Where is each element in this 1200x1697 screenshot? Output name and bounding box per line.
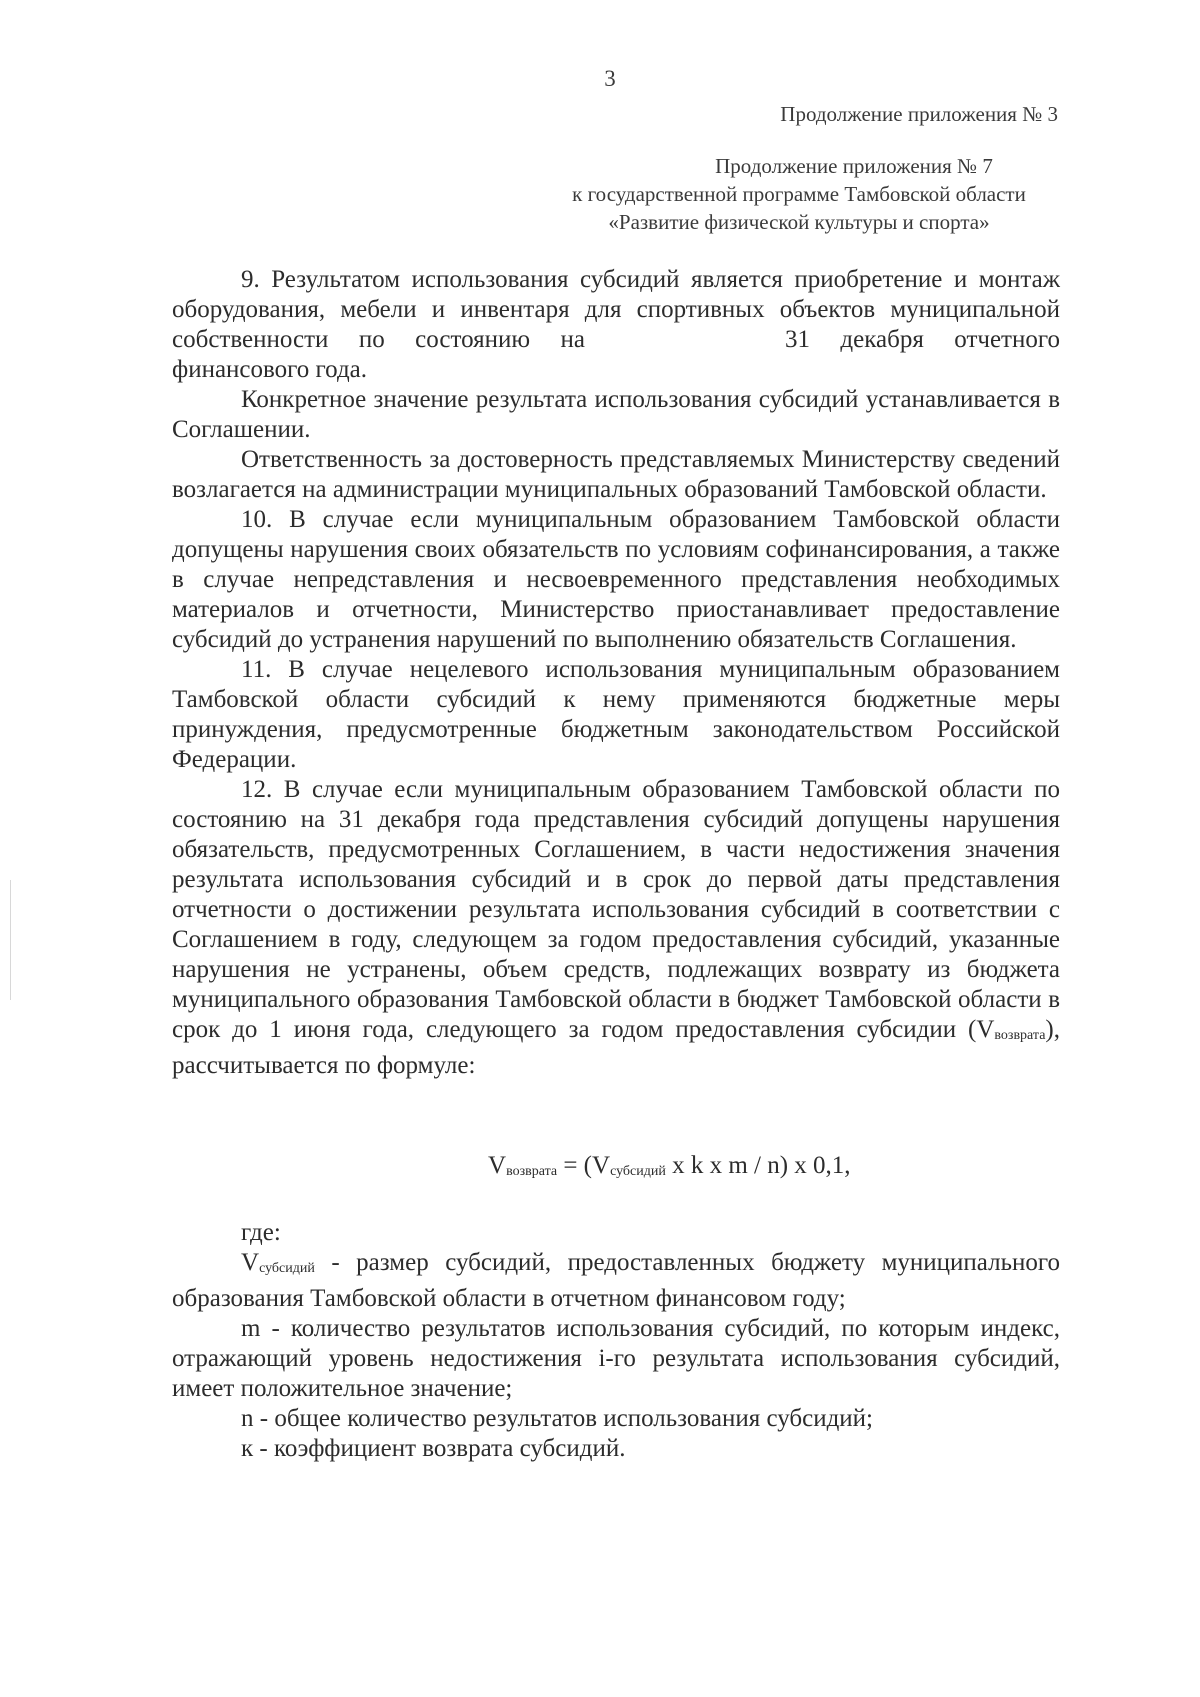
definition-v-subsidy [172, 1248, 1060, 1314]
definition-where: где: [241, 1219, 281, 1246]
paragraph-12-subscript: возврата [994, 1028, 1046, 1043]
header-program-title: «Развитие физической культуры и спорта» [608, 210, 990, 234]
document-body [172, 265, 1060, 1081]
formula-rest: x k x m / n) x 0,1, [665, 1152, 851, 1179]
paragraph-10: 10. В случае если муниципальным образованием Тамбовской области допущены нарушения своих обязательств по условиям софинансирования, а также в случае непредставления и несвоевременного представления необходимых материалов и отчетности, Министерство приостанавливает предоставление субсидий до устранения нарушений по выполнению обязательств Соглашения. [172, 506, 1060, 653]
scan-artifact-line [10, 880, 11, 1000]
paragraph-12-end: ), рассчитывается по формуле: [172, 1016, 1060, 1079]
paragraph-12 [172, 775, 1060, 1081]
page-number: 3 [604, 66, 616, 91]
formula-definitions [172, 1218, 1060, 1464]
paragraph-9-responsibility: Ответственность за достоверность представляемых Министерству сведений возлагается на администрации муниципальных образований Тамбовской области. [172, 446, 1060, 503]
paragraph-9-text: 9. Результатом использования субсидий является приобретение и монтаж оборудования, мебели и инвентаря для спортивных объектов муниципальной собственности по состоянию на [172, 266, 1060, 353]
formula-v-return-subscript: возврата [506, 1164, 558, 1179]
paragraph-11: 11. В случае нецелевого использования муниципальным образованием Тамбовской области субсидий к нему применяются бюджетные меры принуждения, предусмотренные бюджетным законодательством Российской Федерации. [172, 656, 1060, 773]
definition-v-symbol: V [241, 1249, 260, 1276]
definition-v-subscript: субсидий [259, 1261, 315, 1276]
formula-v-subsidy-subscript: субсидий [610, 1164, 666, 1179]
header-continuation-appendix-7: Продолжение приложения № 7 [715, 154, 993, 178]
formula-v-return: V [488, 1152, 507, 1179]
definition-k: к - коэффициент возврата субсидий. [241, 1435, 626, 1462]
paragraph-9-result-value: Конкретное значение результата использования субсидий устанавливается в Соглашении. [172, 386, 1060, 443]
header-appendix-7-block [539, 152, 1059, 236]
paragraph-12-text: 12. В случае если муниципальным образованием Тамбовской области по состоянию на 31 декабря года представления субсидий допущены нарушения обязательств, предусмотренных Соглашением, в части недостижения значения результата использования субсидий и в срок до первой даты представления отчетности о достижении результата использования субсидий в соответствии с Соглашением в году, следующем за годом предоставления субсидий, указанные нарушения не устранены, объем средств, подлежащих возврату из бюджета муниципального образования Тамбовской области в бюджет Тамбовской области в срок до 1 июня года, следующего за годом предоставления субсидии (V [172, 776, 1060, 1043]
header-continuation-appendix-3: Продолжение приложения № 3 [780, 102, 1058, 126]
definition-v-text: - размер субсидий, предоставленных бюджету муниципального образования Тамбовской области в отчетном финансовом году; [172, 1249, 1060, 1312]
paragraph-9-date: 31 декабря отчетного финансового года. [172, 326, 1060, 383]
formula-equals: = (V [557, 1152, 611, 1179]
return-formula [488, 1152, 851, 1180]
header-state-program: к государственной программе Тамбовской области [572, 182, 1026, 206]
definition-m: m - количество результатов использования субсидий, по которым индекс, отражающий уровень недостижения i-го результата использования субсидий, имеет положительное значение; [172, 1315, 1060, 1402]
definition-n: n - общее количество результатов использования субсидий; [241, 1405, 874, 1432]
paragraph-9 [172, 265, 1060, 385]
